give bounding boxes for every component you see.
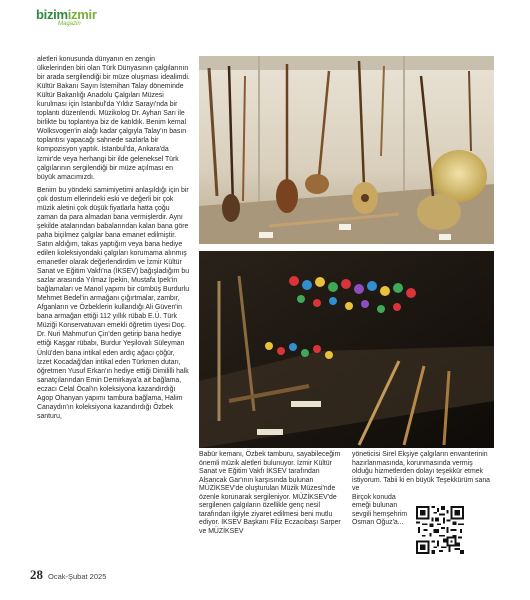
paragraph-2: Benim bu yöndeki samimiyetimi anlaşıldığı için bir çok dostum ellerindeki eski ve değerli bir çok müzik aletini çok düşük fiyatlarla hatta çoğu zaman da para almadan bana vermişlerdir. Aynı şekilde atalarından babalarından kalan bana göre paha biçilmez çalgılar bana emanet edilmiştir. Satın aldığım, takas yaptığım veya bana hediye edilen koleksiyondaki çalgıları korumama alınmış emanetler olarak değerlendirdim ve İzmir Kültür Sanat ve Eğitim Vakfı'na (İKSEV) bağışladığım bu sazlar arasında Yılmaz İpekin, Mustafa İpek'in bağlamaları ve Manol yapımı bir cümbüş Burdurlu Mehmet Bedel'in armağanı çığırtmalar, zambır, Afganların ve Özbeklerin kullandığı Ali Güven'in bana armağan ettiği 112 yıllık rübab E.Ü. Türk Müziği Konservatuvarı emekli öğretim üyesi Doç. Dr. Nuri Mahmut'un Çin'den getirip bana hediye ettiği Kaşgar rübabı, Burdur Yeşilovalı Süleyman Ünlü'den bana intikal eden ardıç ağacı çöğür, İzzet Kocadağ'dan intikal eden Türkmen dutarı, öğretmen Yusuf Erkan'ın hediye ettiği Dimililli halk sanatçılarından Emin Demirkaya'a ait bağlama, eczacı Celal Öcal'ın koleksiyona kazandırdığı Agop Ohanyan yapımı tambura bağlama, Halim Canaydın'ın koleksiyona kazandırdığı Özbek santuru, [37, 186, 190, 420]
article-column-2: Babür kemanı, Özbek tamburu, sayabileceğim önemli müzik aletleri bulunuyor. İzmir Kültür Sanat ve Eğitim Vakfı İKSEV tarafından Alsancak Gar'ının karşısında bulunan MÜZİKSEV'de oluşturulan Müzik Müzesi'nde özenle korunarak sergileniyor. MÜZİKSEV'de sergilenen çalgıların özellikle genç nesil tarafından ilgiyle ziyaret edilmesi beni mutlu ediyor. İKSEV Başkanı Filiz Eczacıbaşı Sarper ve MÜZİKSEV [199, 451, 341, 535]
qr-code[interactable] [416, 506, 464, 554]
article-column-1 [37, 55, 191, 425]
museum-display-photo-2 [199, 251, 494, 448]
tassel-display-image [199, 251, 494, 448]
issue-date: Ocak-Şubat 2025 [48, 572, 107, 581]
page-number: 28 [30, 567, 43, 582]
instrument-showcase-image [199, 56, 494, 244]
museum-display-photo-1 [199, 56, 494, 244]
logo-text-b: izmir [67, 7, 97, 22]
magazine-logo [36, 8, 97, 28]
page-footer [30, 567, 106, 583]
paragraph-col3-narrow: Birçok konuda emeği bulunan sevgili hemşehrim Osman Oğuz'a... [352, 493, 408, 526]
logo-subtitle: Magazin [58, 21, 81, 27]
paragraph-1: aletleri konusunda dünyanın en zengin ülkelerinden biri olan Türk Dünyasının çalgılarının bir arada sergilendiği bir müze oluşması idealimdi. Kültür Bakanı Sayın İstemihan Talay döneminde Kültür Bakanlığı Anadolu Çalgıları Müzesi kurulması için İstanbul'da Yıldız Sarayı'nda bir toplantı düzenlendi. Müzikolog Dr. Ayhan Sarı ile birlikte bu toplantıya biz de katıldık. Benim kemal Wolksvogen'in alağı kadar çalgıyla Talay'ın basın toplantısı yapacağı sahnede sazlarla bir kompozisyon yaptık. İstanbul'da, Ankara'da İzmir'de veya herhangi bir ilde geleneksel Türk çalgılarının sergilendiği bir müze açılması en büyük amacımızdı. [37, 56, 190, 181]
logo-text-a: bizim [36, 7, 68, 22]
paragraph-col3-wide: yöneticisi Sirel Ekşiye çalgıların envanterinin hazırlanmasında, korunmasında vermiş olduğu hizmetlerden dolayı teşekkür etmek istiyorum. Tabii ki en büyük Teşekkürüm sana ve [352, 451, 491, 492]
